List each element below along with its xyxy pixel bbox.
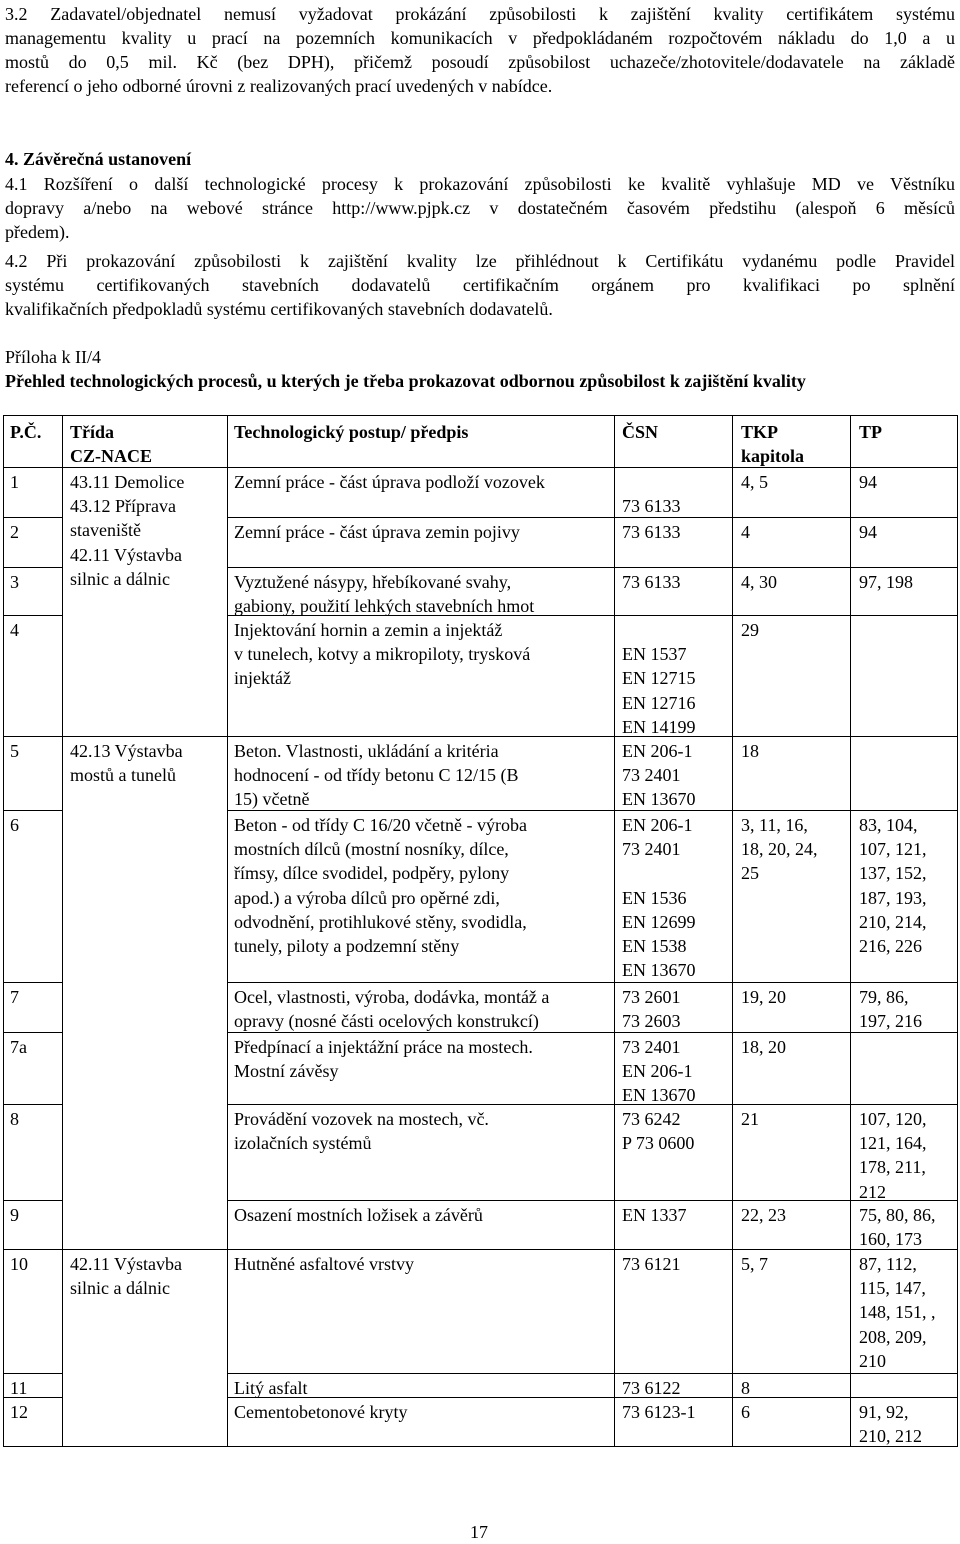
table-rule [227, 1446, 958, 1447]
row-procedure: Zemní práce - část úprava zemin pojivy [234, 522, 520, 542]
row-number: 7a [10, 1037, 27, 1057]
table-rule [227, 1373, 958, 1374]
row-number: 5 [10, 741, 19, 761]
table-rule [227, 567, 958, 568]
row-csn: 73 6122 [622, 1378, 681, 1398]
row-tkp: 6 [741, 1402, 750, 1422]
row-procedure: Hutněné asfaltové vrstvy [234, 1254, 414, 1274]
row-procedure: Cementobetonové kryty [234, 1402, 408, 1422]
table-rule [227, 1249, 958, 1250]
nace-class: 42.13 Výstavba [70, 741, 183, 761]
row-tkp: 19, 20 [741, 987, 786, 1007]
text-line: 4.2 Při prokazování způsobilosti k zajištění kvality lze přihlédnout k Certifikátu vydanému podle Pravidel [5, 251, 955, 271]
row-csn: EN 12715 [622, 668, 696, 689]
row-procedure: Mostní závěsy [234, 1061, 339, 1082]
row-tp: 187, 193, [859, 887, 927, 908]
page-number: 17 [470, 1522, 488, 1542]
row-tp: 210, 212 [859, 1426, 922, 1447]
header-postup: Technologický postup/ předpis [234, 422, 469, 442]
appendix-title: Přehled technologických procesů, u kterých je třeba prokazovat odbornou způsobilost k zajištění kvality [5, 371, 806, 391]
row-procedure: Ocel, vlastnosti, výroba, dodávka, montáž a [234, 987, 550, 1007]
table-rule [62, 736, 228, 737]
table-rule [62, 1249, 228, 1250]
row-procedure: Provádění vozovek na mostech, vč. [234, 1109, 489, 1129]
table-rule [614, 415, 615, 1447]
row-tp: 75, 80, 86, [859, 1205, 936, 1225]
row-procedure: odvodnění, protihlukové stěny, svodidla, [234, 911, 527, 932]
row-tp: 83, 104, [859, 815, 918, 835]
table-rule [3, 982, 63, 983]
row-csn: 73 6123-1 [622, 1402, 696, 1422]
nace-class: silnic a dálnic [70, 1278, 170, 1299]
row-number: 2 [10, 522, 19, 542]
row-csn: 73 2401 [622, 839, 681, 860]
table-rule [227, 982, 958, 983]
row-procedure: injektáž [234, 668, 291, 689]
row-tp: 208, 209, [859, 1326, 927, 1347]
row-csn: EN 13670 [622, 960, 696, 981]
row-tkp: 4, 30 [741, 572, 777, 592]
text-line: dopravy a/nebo na webové stránce http://www.pjpk.cz v dostatečném časovém předstihu (alespoň 6 měsíců [5, 198, 955, 218]
row-tkp: 8 [741, 1378, 750, 1398]
table-rule [732, 415, 733, 1447]
row-tp: 107, 121, [859, 839, 927, 860]
row-number: 1 [10, 472, 19, 492]
table-rule [3, 1200, 63, 1201]
row-tp: 87, 112, [859, 1254, 917, 1274]
table-rule [850, 415, 851, 1447]
header-pc: P.Č. [10, 422, 42, 442]
nace-class: mostů a tunelů [70, 765, 176, 786]
nace-class: 43.11 Demolice [70, 472, 185, 492]
table-rule [3, 615, 63, 616]
row-csn: 73 6133 [622, 572, 681, 592]
row-number: 12 [10, 1402, 28, 1422]
table-rule [3, 736, 63, 737]
row-csn: EN 14199 [622, 716, 696, 737]
header-trida: CZ-NACE [70, 446, 153, 466]
row-number: 3 [10, 572, 19, 592]
row-number: 11 [10, 1378, 28, 1398]
table-rule [3, 810, 63, 811]
row-tkp: 22, 23 [741, 1205, 786, 1225]
row-tkp: 25 [741, 863, 759, 884]
row-procedure: Beton. Vlastnosti, ukládání a kritéria [234, 741, 499, 761]
text-line: 4.1 Rozšíření o další technologické procesy k prokazování způsobilosti ke kvalitě vyhlašuje MD ve Věstníku [5, 174, 955, 194]
row-tkp: 18, 20, 24, [741, 839, 818, 860]
table-rule [3, 1104, 63, 1105]
row-number: 8 [10, 1109, 19, 1129]
row-tkp: 18, 20 [741, 1037, 786, 1057]
row-tkp: 21 [741, 1109, 759, 1129]
text-line: 3.2 Zadavatel/objednatel nemusí vyžadovat prokázání způsobilosti k zajištění kvality certifikátem systému [5, 4, 955, 24]
row-procedure: v tunelech, kotvy a mikropiloty, trysková [234, 644, 531, 665]
row-number: 9 [10, 1205, 19, 1225]
row-procedure: mostních dílců (mostní nosníky, dílce, [234, 839, 509, 860]
table-rule [227, 810, 958, 811]
row-csn: EN 1536 [622, 887, 687, 908]
table-rule [62, 1446, 228, 1447]
nace-class: staveniště [70, 520, 141, 541]
table-rule [62, 415, 63, 1447]
row-tp: 107, 120, [859, 1109, 927, 1129]
row-tp: 94 [859, 472, 877, 492]
row-procedure: 15) včetně [234, 789, 310, 810]
appendix-label: Příloha k II/4 [5, 347, 101, 367]
row-procedure: Litý asfalt [234, 1378, 308, 1398]
row-csn: EN 206-1 [622, 815, 693, 835]
table-rule [3, 567, 63, 568]
row-tkp: 18 [741, 741, 759, 761]
nace-class: 43.12 Příprava [70, 496, 176, 517]
row-procedure: Injektování hornin a zemin a injektáž [234, 620, 503, 640]
nace-class: 42.11 Výstavba [70, 544, 182, 565]
table-rule [3, 415, 4, 1447]
row-tp: 210 [859, 1350, 886, 1371]
row-tp: 115, 147, [859, 1278, 926, 1299]
row-csn: EN 13670 [622, 1085, 696, 1106]
row-csn: EN 1537 [622, 644, 687, 665]
table-rule [227, 517, 958, 518]
row-csn: EN 1337 [622, 1205, 687, 1225]
row-number: 6 [10, 815, 19, 835]
row-csn: EN 1538 [622, 936, 687, 956]
row-procedure: apod.) a výroba dílců pro opěrné zdi, [234, 887, 500, 908]
row-procedure: hodnocení - od třídy betonu C 12/15 (B [234, 765, 519, 786]
row-tp: 121, 164, [859, 1133, 927, 1154]
row-tkp: 4 [741, 522, 750, 542]
row-csn: 73 2401 [622, 765, 681, 786]
row-procedure: opravy (nosné části ocelových konstrukcí) [234, 1011, 539, 1032]
row-tkp: 29 [741, 620, 759, 640]
header-trida: Třída [70, 422, 115, 442]
row-csn: 73 2401 [622, 1037, 681, 1057]
row-procedure: Předpínací a injektážní práce na mostech. [234, 1037, 533, 1057]
row-tp: 210, 214, [859, 911, 927, 932]
text-line: systému certifikovaných stavebních dodavatelů certifikačním orgánem pro kvalifikaci po splnění [5, 275, 955, 295]
table-rule [3, 1032, 63, 1033]
row-tp: 178, 211, [859, 1157, 926, 1178]
row-procedure: tunely, piloty a podzemní stěny [234, 936, 460, 956]
row-tp: 216, 226 [859, 936, 922, 956]
section-heading: 4. Závěrečná ustanovení [5, 149, 192, 169]
row-csn: 73 6121 [622, 1254, 681, 1274]
row-csn: 73 2603 [622, 1011, 681, 1032]
row-tp: 212 [859, 1181, 886, 1202]
row-number: 10 [10, 1254, 28, 1274]
row-tp: 94 [859, 522, 877, 542]
row-tp: 91, 92, [859, 1402, 909, 1422]
row-tp: 197, 216 [859, 1011, 922, 1032]
text-line: managementu kvality u prací na pozemních komunikacích v předpokládaném rozpočtovém nákladu do 1,0 a u [5, 28, 955, 48]
row-number: 4 [10, 620, 19, 640]
row-tp: 160, 173 [859, 1229, 922, 1250]
row-procedure: Osazení mostních ložisek a závěrů [234, 1205, 483, 1225]
row-csn: EN 12699 [622, 911, 696, 932]
row-tp: 148, 151, , [859, 1302, 936, 1323]
table-rule [957, 415, 958, 1447]
row-procedure: Vyztužené násypy, hřebíkované svahy, [234, 572, 512, 592]
row-tp: 79, 86, [859, 987, 909, 1007]
row-tkp: 3, 11, 16, [741, 815, 808, 835]
nace-class: 42.11 Výstavba [70, 1254, 182, 1274]
row-procedure: Beton - od třídy C 16/20 včetně - výroba [234, 815, 527, 835]
row-csn: EN 206-1 [622, 1061, 693, 1082]
row-csn: EN 206-1 [622, 741, 693, 761]
text-line: referencí o jeho odborné úrovni z realizovaných prací uvedených v nabídce. [5, 76, 553, 96]
row-procedure: izolačních systémů [234, 1133, 372, 1154]
header-tkp: TKP [741, 422, 779, 442]
header-csn: ČSN [622, 422, 659, 442]
row-csn: 73 2601 [622, 987, 681, 1007]
table-rule [227, 736, 958, 737]
table-rule [3, 517, 63, 518]
row-csn: 73 6242 [622, 1109, 681, 1129]
row-csn: EN 13670 [622, 789, 696, 810]
row-procedure: římsy, dílce svodidel, podpěry, pylony [234, 863, 510, 884]
row-procedure: Zemní práce - část úprava podloží vozovek [234, 472, 545, 492]
row-csn: 73 6133 [622, 522, 681, 542]
table-rule [227, 1104, 958, 1105]
table-rule [3, 415, 958, 416]
table-rule [3, 1373, 63, 1374]
nace-class: silnic a dálnic [70, 568, 170, 589]
row-csn: P 73 0600 [622, 1133, 695, 1154]
row-csn: EN 12716 [622, 692, 696, 713]
table-rule [227, 1200, 958, 1201]
table-rule [3, 1446, 63, 1447]
row-number: 7 [10, 987, 19, 1007]
row-tp: 137, 152, [859, 863, 927, 884]
header-tkp: kapitola [741, 446, 805, 466]
row-tp: 97, 198 [859, 572, 913, 592]
text-line: kvalifikačních předpokladů systému certifikovaných stavebních dodavatelů. [5, 299, 553, 319]
header-tp: TP [859, 422, 883, 442]
row-tkp: 4, 5 [741, 472, 768, 492]
table-rule [227, 1397, 958, 1398]
table-rule [3, 1249, 63, 1250]
row-csn: 73 6133 [622, 496, 681, 517]
text-line: mostů do 0,5 mil. Kč (bez DPH), přičemž posoudí způsobilost uchazeče/zhotovitele/dodavatele na základě [5, 52, 955, 72]
text-line: předem). [5, 222, 70, 242]
row-tkp: 5, 7 [741, 1254, 768, 1274]
table-rule [227, 415, 228, 1447]
row-procedure: gabiony, použití lehkých stavebních hmot [234, 596, 535, 617]
